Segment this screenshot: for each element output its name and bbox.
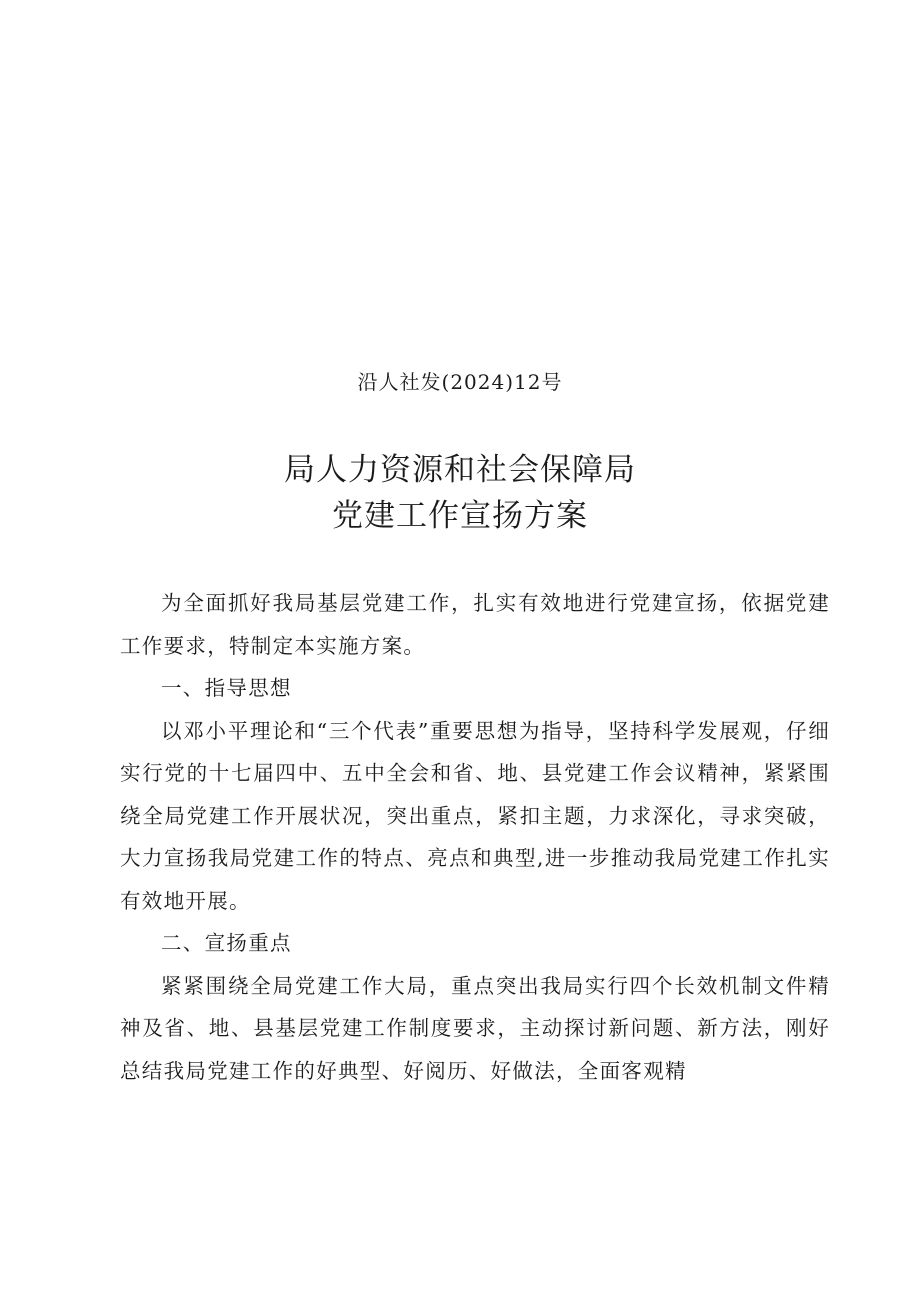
section-heading-publicity-focus: 二、宣扬重点 <box>161 931 292 955</box>
intro-paragraph: 为全面抓好我局基层党建工作，扎实有效地进行党建宣扬，依据党建工作要求，特制定本实施方案。 <box>120 591 830 658</box>
document-title-line2: 党建工作宣扬方案 <box>332 498 588 534</box>
document-number: 沿人社发(2024)12号 <box>357 370 563 394</box>
document-title-line1: 局人力资源和社会保障局 <box>284 452 636 488</box>
document-body <box>120 582 830 1092</box>
publicity-focus-paragraph: 紧紧围绕全局党建工作大局，重点突出我局实行四个长效机制文件精神及省、地、县基层党建工作制度要求，主动探讨新问题、新方法，刚好总结我局党建工作的好典型、好阅历、好做法，全面客观精 <box>120 973 830 1083</box>
section-heading-guiding-ideology: 一、指导思想 <box>161 676 292 700</box>
guiding-ideology-paragraph: 以邓小平理论和“三个代表”重要思想为指导，坚持科学发展观，仔细实行党的十七届四中、五中全会和省、地、县党建工作会议精神，紧紧围绕全局党建工作开展状况，突出重点，紧扣主题，力求深化，寻求突破，大力宣扬我局党建工作的特点、亮点和典型,进一步推动我局党建工作扎实有效地开展。 <box>120 718 830 913</box>
